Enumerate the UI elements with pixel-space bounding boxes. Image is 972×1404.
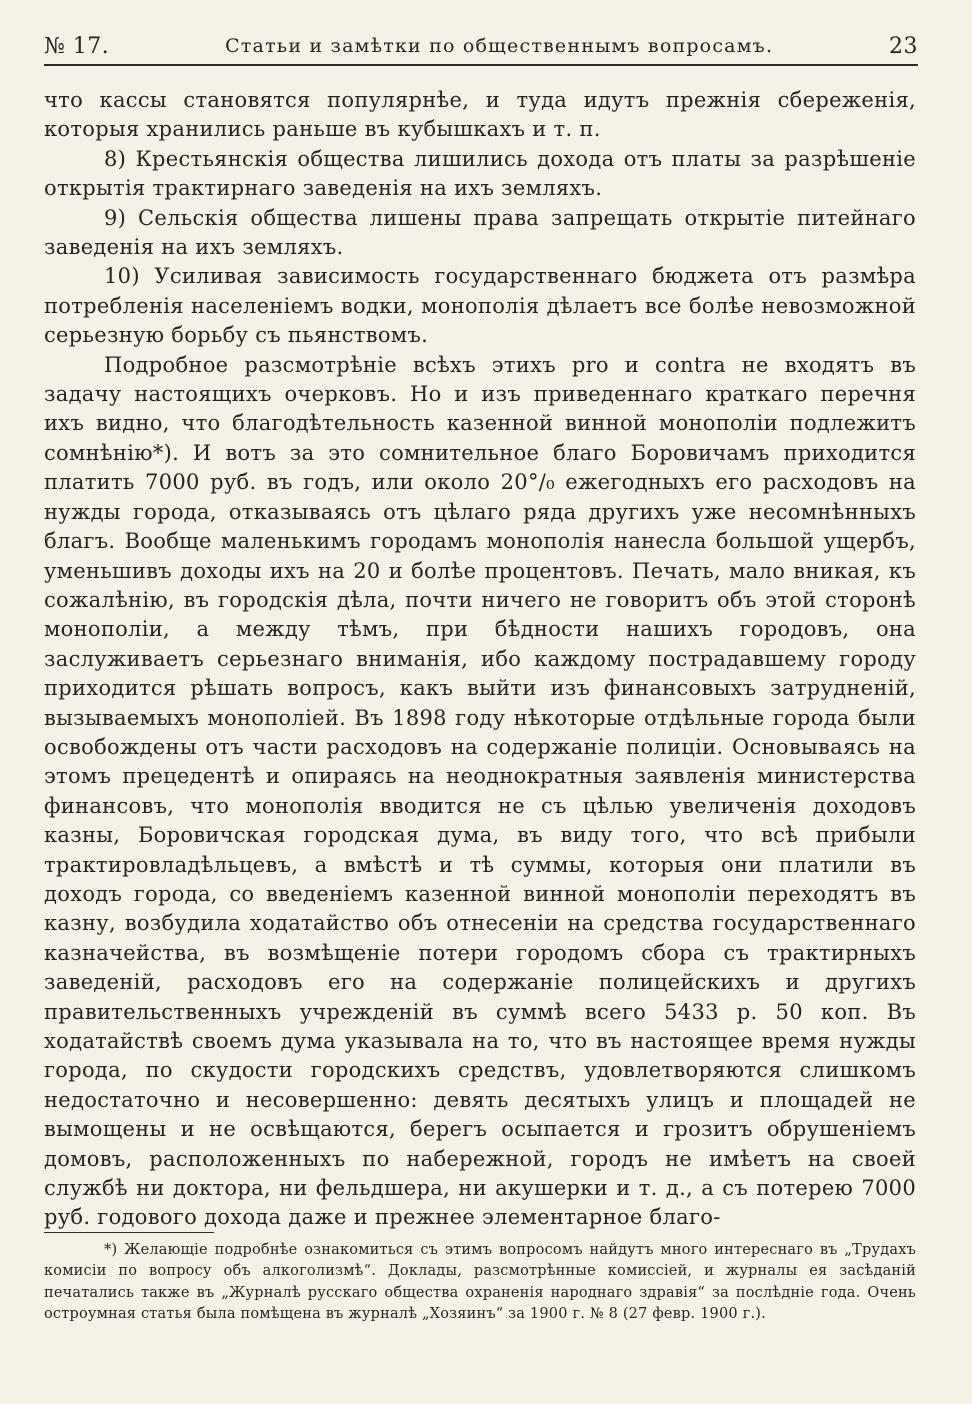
- footnote-rule: [44, 1232, 214, 1233]
- paragraph: 9) Сельскія общества лишены права запрещать открытіе питейнаго заведенія на ихъ земляхъ.: [44, 205, 916, 260]
- footnote-text: *) Желающіе подробнѣе ознакомиться съ этимъ вопросомъ найдутъ много интереснаго въ „Трудахъ комисіи по вопросу объ алкоголизмѣ“. Доклады, разсмотрѣнные комиссіей, и журналы ея засѣданій печатались также въ „Журналѣ русскаго общества охраненія народнаго здравія“ за послѣдніе года. Очень остроумная статья была помѣщена въ журналѣ „Хозяинъ“ за 1900 г. № 8 (27 февр. 1900 г.).: [44, 1242, 916, 1322]
- issue-number: № 17.: [44, 33, 110, 59]
- body-text: [44, 86, 916, 1233]
- paragraph: что кассы становятся популярнѣе, и туда идутъ прежнія сбереженія, которыя хранились раньше въ кубышкахъ и т. п.: [44, 88, 916, 142]
- page-number: 23: [888, 33, 918, 59]
- paragraph: 10) Усиливая зависимость государственнаго бюджета отъ размѣра потребленія населеніемъ водки, монополія дѣлаетъ все болѣе невозможной серьезную борьбу съ пьянствомъ.: [44, 264, 916, 348]
- footnote: [44, 1240, 916, 1325]
- paragraph: 8) Крестьянскія общества лишились дохода отъ платы за разрѣшеніе открытія трактирнаго заведенія на ихъ земляхъ.: [44, 146, 916, 201]
- paragraph: Подробное разсмотрѣніе всѣхъ этихъ pro и contra не входятъ въ задачу настоящихъ очерковъ. Но и изъ приведеннаго краткаго перечня ихъ видно, что благодѣтельность казенной винной монополіи подлежитъ сомнѣнію*). И вотъ за это сомнительное благо Боровичамъ приходится платить 7000 руб. въ годъ, или около 20°/₀ ежегодныхъ его расходовъ на нужды города, отказываясь отъ цѣлаго ряда другихъ уже несомнѣнныхъ благъ. Вообще маленькимъ городамъ монополія нанесла большой ущербъ, уменьшивъ доходы ихъ на 20 и болѣе процентовъ. Печать, мало вникая, къ сожалѣнію, въ городскія дѣла, почти ничего не говоритъ объ этой сторонѣ монополіи, а между тѣмъ, при бѣдности нашихъ городовъ, она заслуживаетъ серьезнаго вниманія, ибо каждому пострадавшему городу приходится рѣшать вопросъ, какъ выйти изъ финансовыхъ затрудненій, вызываемыхъ монополіей. Въ 1898 году нѣкоторые отдѣльные города были освобождены отъ части расходовъ на содержаніе полиціи. Основываясь на этомъ прецедентѣ и опираясь на неоднократныя заявленія министерства финансовъ, что монополія вводится не съ цѣлью увеличенія доходовъ казны, Боровичская городская дума, въ виду того, что всѣ прибыли трактировладѣльцевъ, а вмѣстѣ и тѣ суммы, которыя они платили въ доходъ города, со введеніемъ казенной винной монополіи переходятъ въ казну, возбудила ходатайство объ отнесеніи на средства государственнаго казначейства, въ возмѣщеніе потери городомъ сбора съ трактирныхъ заведеній, расходовъ его на содержаніе полицейскихъ и другихъ правительственныхъ учрежденій въ суммѣ всего 5433 р. 50 коп. Въ ходатайствѣ своемъ дума указывала на то, что въ настоящее время нужды города, по скудости городскихъ средствъ, удовлетворяются слишкомъ недостаточно и несовершенно: девять десятыхъ улицъ и площадей не вымощены и не освѣщаются, берегъ осыпается и грозитъ обрушеніемъ домовъ, расположенныхъ по набережной, городъ не имѣетъ на своей службѣ ни доктора, ни фельдшера, ни акушерки и т. д., а съ потерею 7000 руб. годового дохода даже и прежнее элементарное благо-: [44, 352, 916, 1230]
- running-title: Статьи и замѣтки по общественнымъ вопросамъ.: [225, 35, 774, 57]
- header-rule: [44, 64, 918, 66]
- page-header: [44, 26, 918, 66]
